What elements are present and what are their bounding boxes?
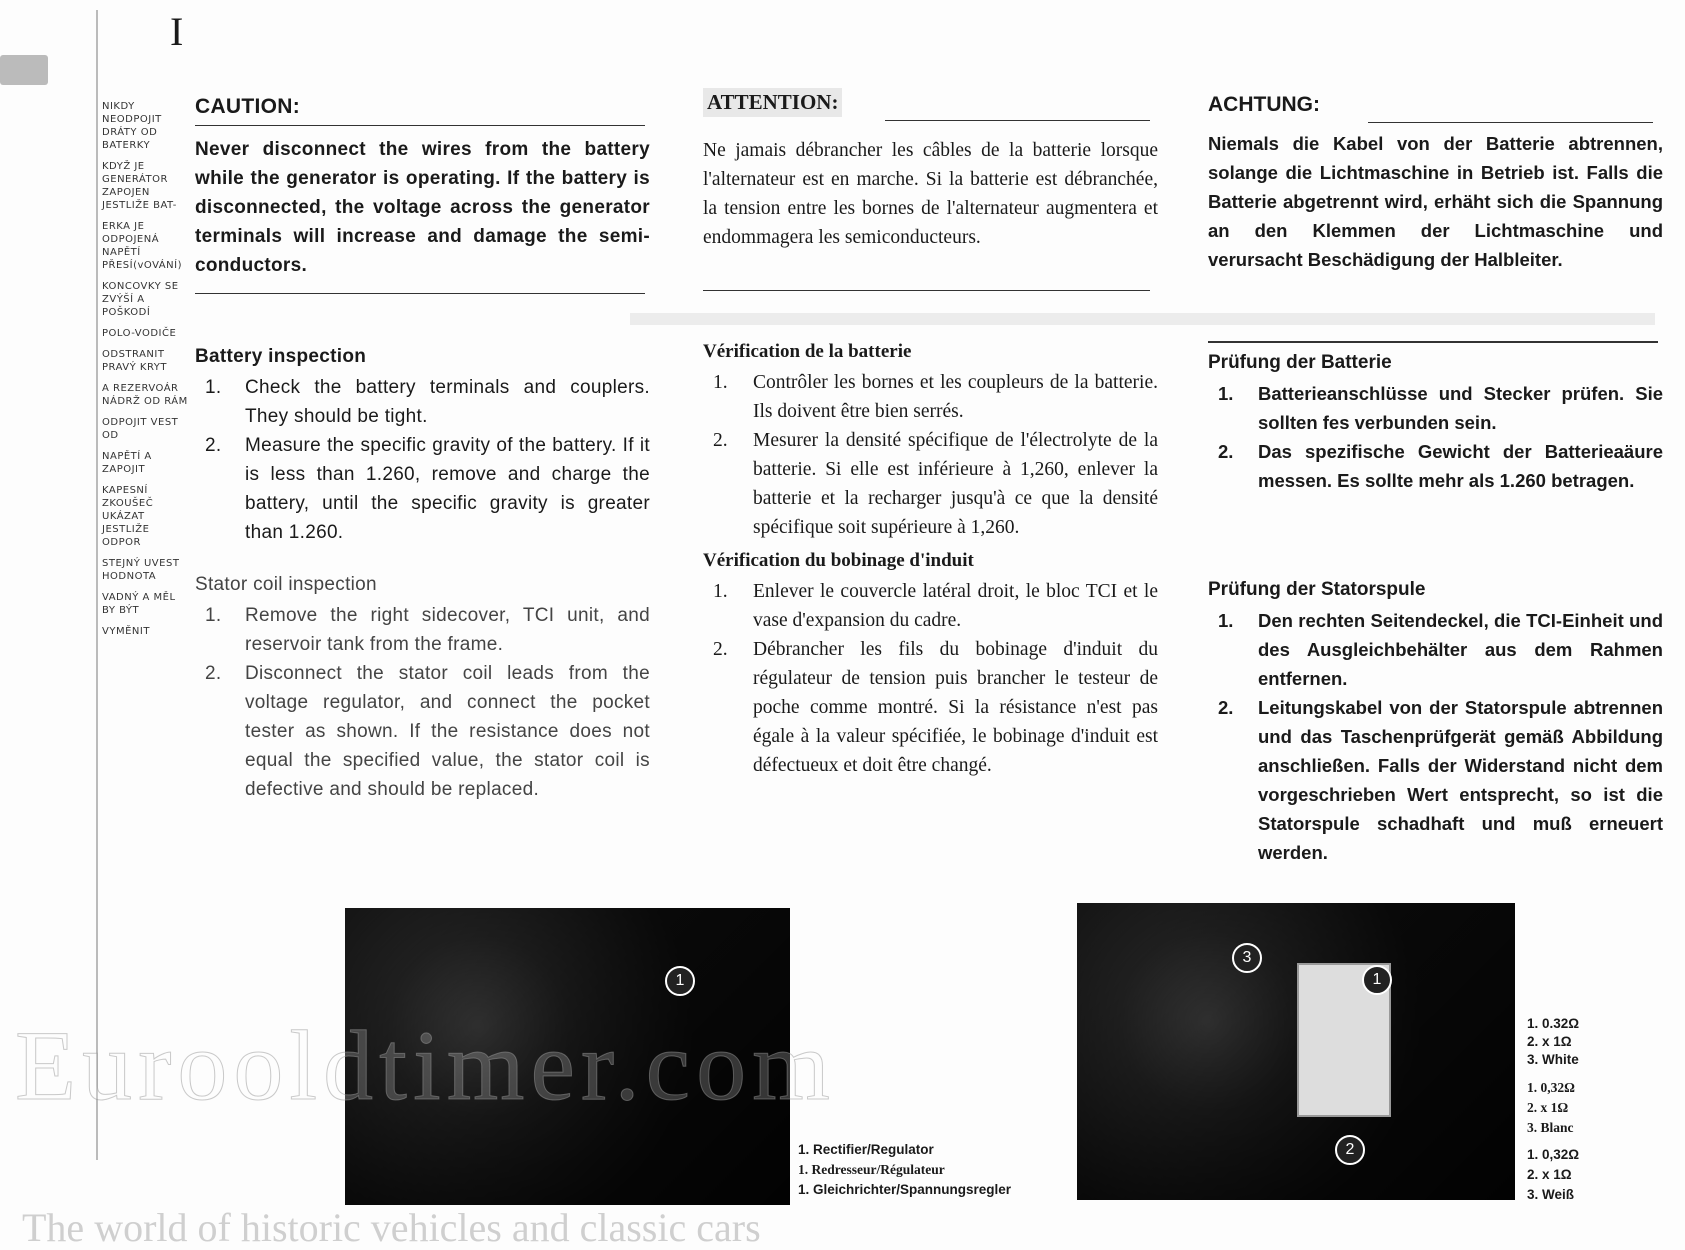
stator-title-de: Prüfung der Statorspule [1208,579,1426,600]
caution-text-fr: Ne jamais débrancher les câbles de la batterie lorsque l'alternateur est en marche. Si la batterie est débranchée, la tension entre les bornes de l'alternateur augmentera et endommagera les semiconducteurs. [703,140,1158,248]
callout-3: 3 [1232,943,1262,973]
figure1-caption [798,1140,1011,1200]
handwritten-note: ODPOJIT VEST OD [102,417,179,441]
caution-title-de: ACHTUNG: [1208,93,1320,116]
caption-line: 1. Rectifier/Regulator [798,1142,934,1157]
handwritten-note: ERKA JE ODPOJENÁ NAPĚTÍ PŘESÍ(vOVÁNÍ) [102,221,182,271]
handwritten-note: NIKDY NEODPOJIT DRÁTY OD BATERKY [102,101,162,151]
scan-shadow [630,313,1655,325]
handwritten-note: NAPĚTÍ A ZAPOJIT [102,451,152,475]
list-item: 1. Enlever le couvercle latéral droit, le bloc TCI et le vase d'expansion du cadre. [713,581,1158,631]
handwritten-note: POLO-VODIČE [102,328,177,339]
list-item: 2. Débrancher les fils du bobinage d'induit du régulateur de tension puis brancher le testeur de poche comme montré. Si la résistance n'est pas égale à la valeur spécifiée, le bobinage d'induit est défectueux et doit être changé. [713,639,1158,776]
caution-title-en: CAUTION: [195,95,301,118]
handwritten-note: ODSTRANIT PRAVÝ KRYT [102,349,167,373]
french-column [703,88,1158,252]
binding-edge [96,10,98,1160]
battery-section-fr [703,337,1158,780]
watermark-logo: Eurooldtimer.com [15,1010,836,1121]
figure2-caption-fr [1527,1078,1575,1138]
caption-line: 1. 0,32Ω [1527,1147,1580,1162]
caption-line: 2. x 1Ω [1527,1034,1572,1049]
list-item: 2. Measure the specific gravity of the battery. If it is less than 1.260, remove and charge the battery, until the specific gravity is greater than 1.260. [205,435,650,543]
stator-title-en: Stator coil inspection [195,574,377,595]
list-item: 1. Batterieanschlüsse und Stecker prüfen. Sie sollten fes verbunden sein. [1218,383,1663,433]
handwritten-note: KAPESNÍ ZKOUŠEČ UKÁZAT JESTLIŽE ODPOR [102,485,154,548]
handwritten-notes [102,100,188,646]
handwritten-note: A REZERVOÁR NÁDRŽ OD RÁM [102,383,188,407]
callout-2: 2 [1335,1135,1365,1165]
page-tab-marker [0,55,48,85]
list-item: 2. Disconnect the stator coil leads from the voltage regulator, and connect the pocket tester as shown. If the resistance does not equal the specified value, the stator coil is defective and should be replaced. [205,663,650,800]
figure2-caption-en [1527,1015,1579,1069]
list-item: 1. Contrôler les bornes et les coupleurs de la batterie. Ils doivent être bien serrés. [713,372,1158,422]
caption-line: 1. Gleichrichter/Spannungsregler [798,1182,1012,1197]
handwritten-note: STEJNÝ UVEST HODNOTA [102,558,180,582]
battery-title-de: Prüfung der Batterie [1208,352,1392,373]
battery-title-en: Battery inspection [195,346,367,367]
caption-line: 1. 0.32Ω [1527,1016,1580,1031]
handwritten-note: KDYŽ JE GENERÁTOR ZAPOJEN JESTLIŽE BAT- [102,161,177,211]
caption-line: 1. 0,32Ω [1527,1080,1575,1095]
list-item: 1. Den rechten Seitendeckel, die TCI-Einheit und des Ausgleichbehälter aus dem Rahmen entfernen. [1218,610,1663,689]
list-item: 2. Das spezifische Gewicht der Batterieaäure messen. Es sollte mehr als 1.260 betragen. [1218,441,1663,491]
pocket-tester-photo [1077,903,1515,1200]
german-column [1208,90,1663,274]
battery-section-de [1208,348,1663,495]
caption-line: 2. x 1Ω [1527,1167,1572,1182]
watermark-tagline: The world of historic vehicles and classic cars [22,1205,761,1250]
stator-section-de [1208,575,1663,867]
list-item: 1. Remove the right sidecover, TCI unit, and reservoir tank from the frame. [205,605,650,655]
battery-section-en [195,342,650,547]
caution-text-en: Never disconnect the wires from the battery while the generator is operating. If the battery is disconnected, the voltage across the generator terminals will increase and damage the semi-conductors. [195,139,650,276]
list-item: 2. Leitungskabel von der Statorspule abtrennen und das Taschenprüfgerät gemäß Abbildung anschließen. Falls der Widerstand nicht dem vorgeschrieben Wert entsprecht, so ist die Statorspule schadhaft und muß erneuert werden. [1218,697,1663,863]
handwritten-note: VADNÝ A MĚL BY BÝT [102,592,176,616]
handwritten-note: KONCOVKY SE ZVÝŠÍ A POŠKODÍ [102,281,179,318]
stator-section-en [195,570,650,804]
list-item: 2. Mesurer la densité spécifique de l'électrolyte de la batterie. Si elle est inférieure à 1,260, enlever la batterie et la recharger jusqu'à ce que la densité spécifique soit supérieure à 1,260. [713,430,1158,538]
caution-title-fr: ATTENTION: [703,88,842,117]
caption-line: 3. Blanc [1527,1120,1574,1135]
battery-title-fr: Vérification de la batterie [703,341,912,362]
caption-line: 1. Redresseur/Régulateur [798,1162,945,1177]
list-item: 1. Check the battery terminals and couplers. They should be tight. [205,377,650,427]
callout-1: 1 [665,966,695,996]
caution-text-de: Niemals die Kabel von der Batterie abtrennen, solange die Lichtmaschine in Betrieb ist. Falls die Batterie abgetrennt wird, erhäht sich die Spannung an den Klemmen der Lichtmaschine und verursacht Beschädigung der Halbleiter. [1208,133,1663,270]
handwritten-note: VYMĚNIT [102,626,150,637]
stator-title-fr: Vérification du bobinage d'induit [703,550,974,571]
page-mark: I [170,9,184,54]
figure2-caption-de [1527,1145,1579,1205]
english-column [195,92,650,280]
callout-1: 1 [1362,965,1392,995]
caption-line: 3. White [1527,1052,1579,1067]
caption-line: 2. x 1Ω [1527,1100,1569,1115]
caption-line: 3. Weiß [1527,1187,1575,1202]
